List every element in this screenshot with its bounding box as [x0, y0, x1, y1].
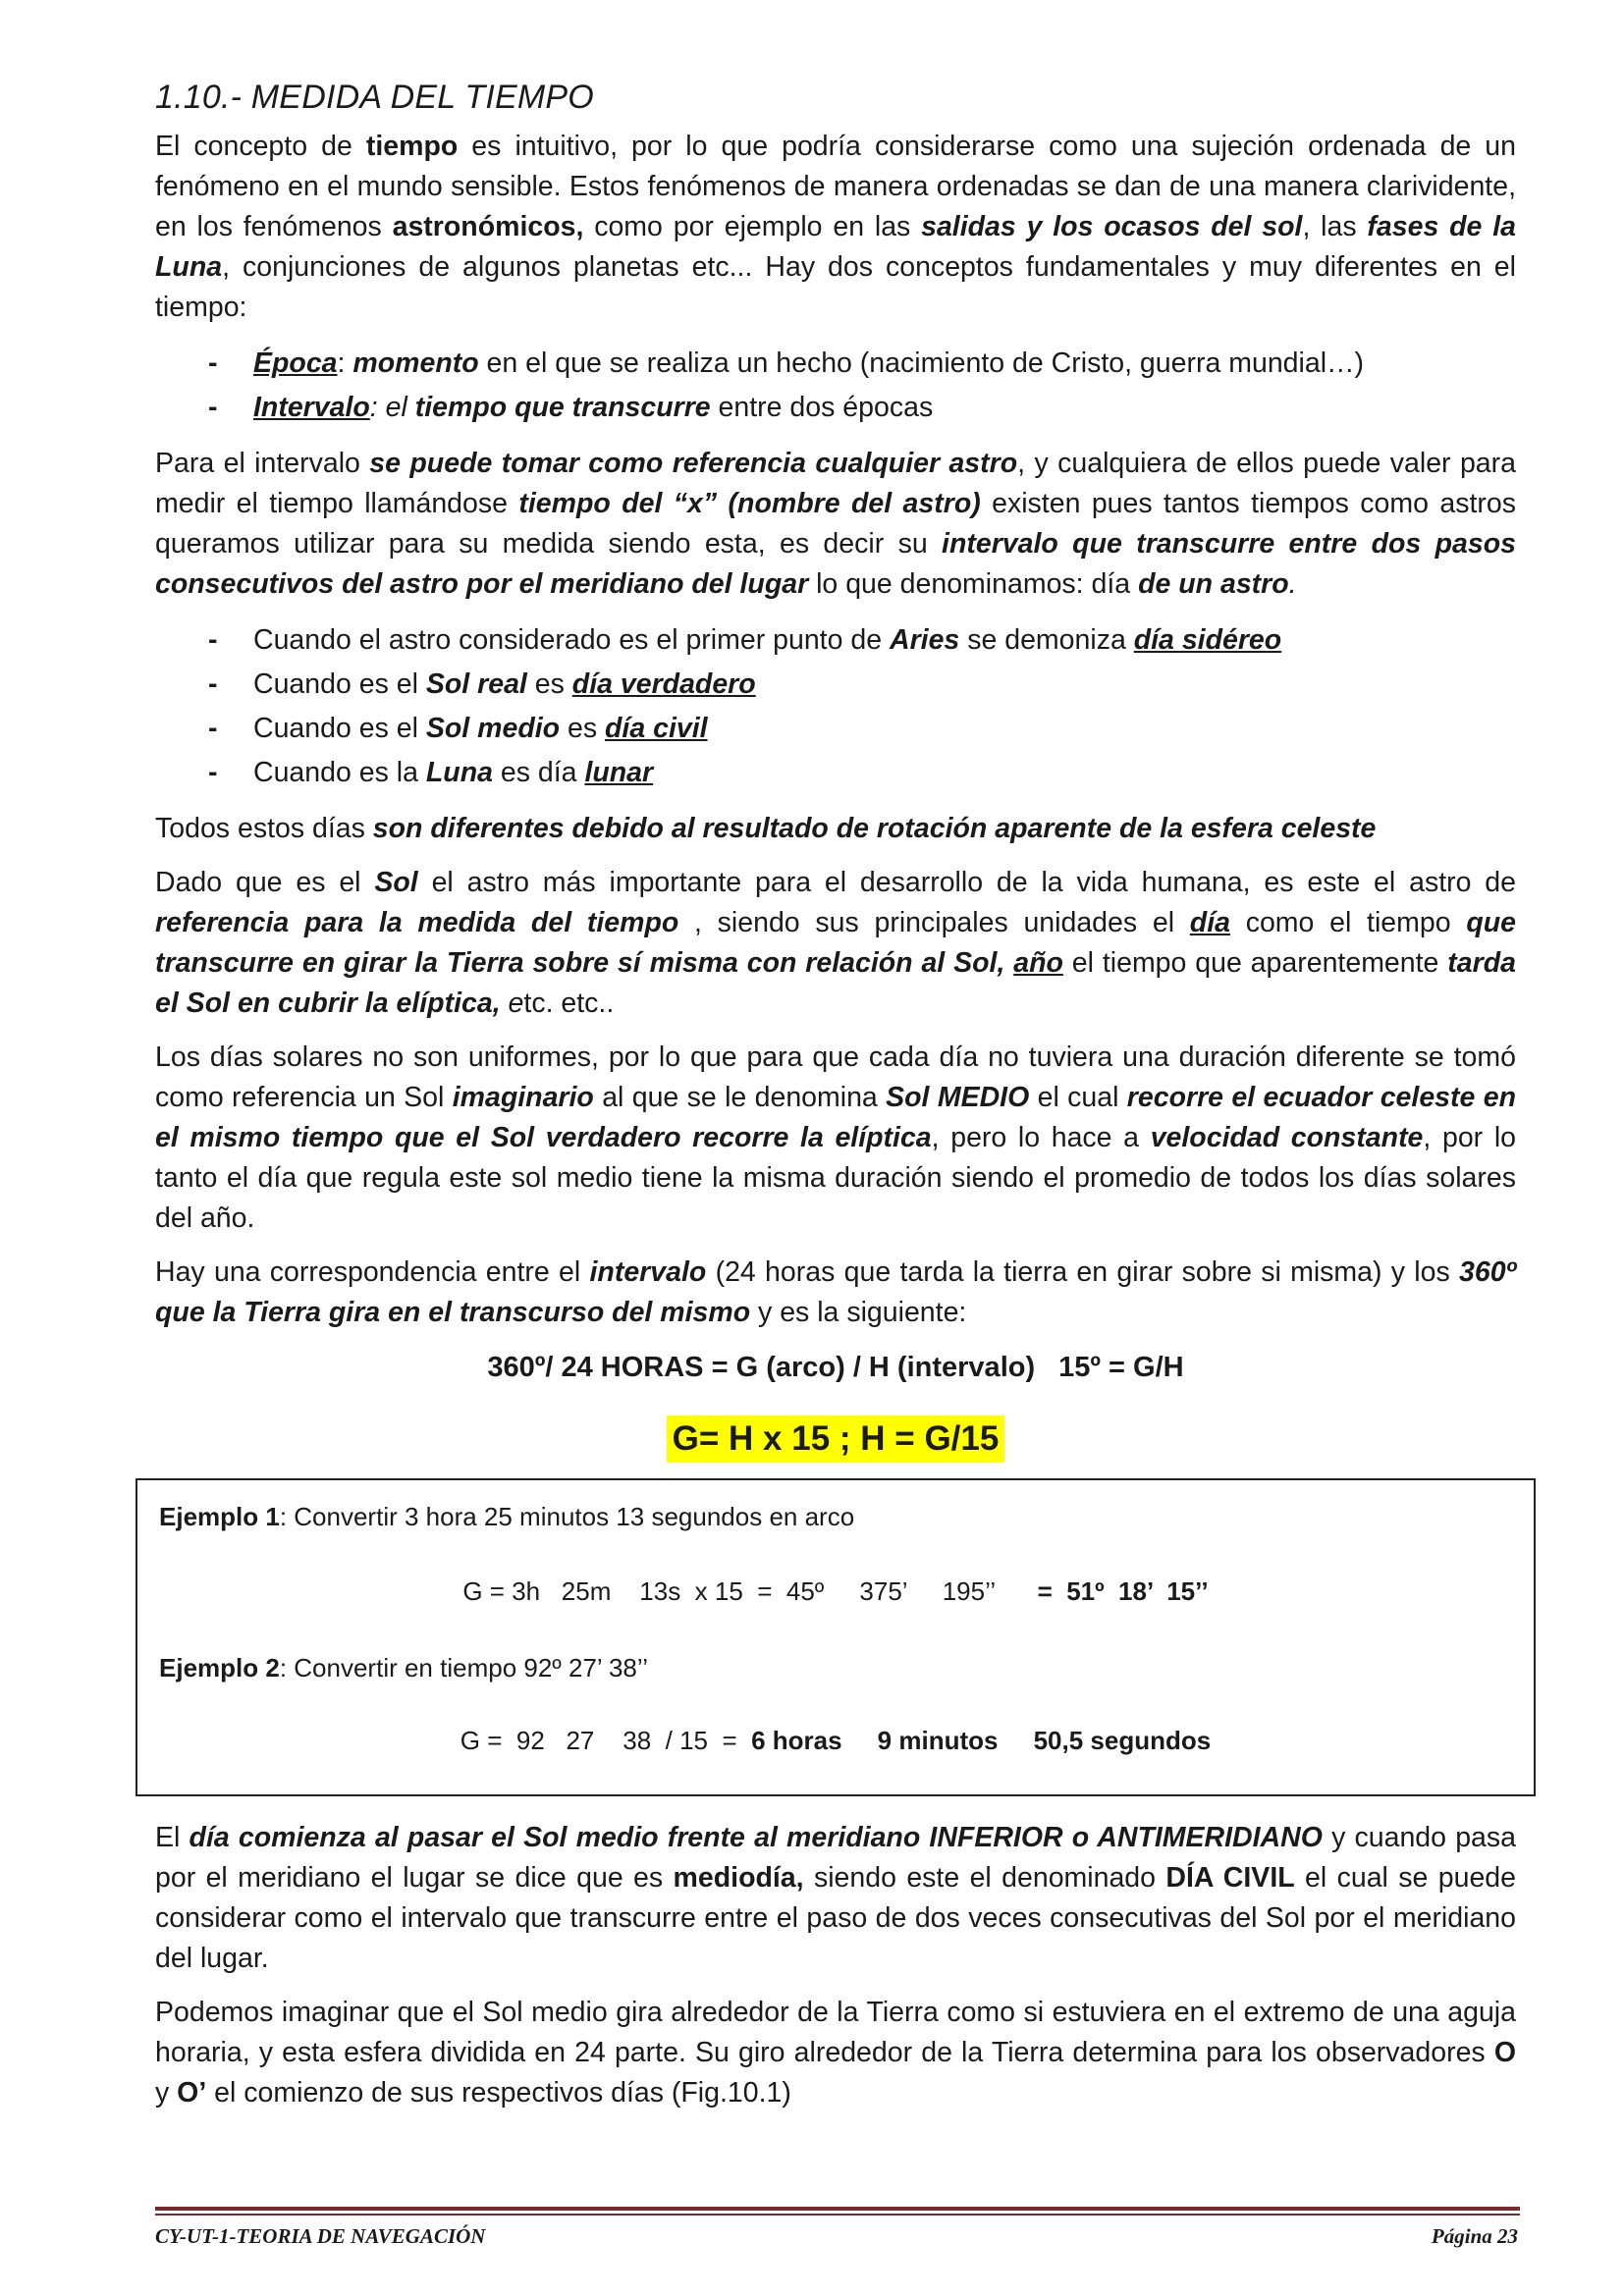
days-list — [155, 618, 1516, 795]
list-item: - Cuando es la Luna es día lunar — [155, 751, 1516, 795]
example-1-calculation: G = 3h 25m 13s x 15 = 45º 375’ 195’’ = 51º 18’ 15’’ — [462, 1576, 1209, 1606]
footer-divider-thin — [155, 2214, 1520, 2216]
formula-relation: 360º/ 24 HORAS = G (arco) / H (intervalo) 15º = G/H — [487, 1352, 1184, 1383]
paragraph-clock-analogy: Podemos imaginar que el Sol medio gira alrededor de la Tierra como si estuviera en el extremo de una aguja horaria, y esta esfera dividida en 24 parte. Su giro alrededor de la Tierra determina para los observadores O y O’ el comienzo de sus respectivos días (Fig.10.1) — [155, 1997, 1516, 2109]
list-item: - Cuando es el Sol medio es día civil — [155, 707, 1516, 751]
footer-document-title: CY-UT-1-TEORIA DE NAVEGACIÓN — [155, 2224, 486, 2248]
section-heading: 1.10.- MEDIDA DEL TIEMPO — [155, 79, 594, 116]
example-2-calculation: G = 92 27 38 / 15 = 6 horas 9 minutos 50,5 segundos — [460, 1726, 1212, 1755]
footer-page-number: Página 23 — [1431, 2224, 1518, 2248]
footer-divider — [155, 2207, 1520, 2211]
paragraph-days-differ: Todos estos días son diferentes debido al resultado de rotación aparente de la esfera celeste — [155, 813, 1377, 844]
examples-box — [135, 1478, 1536, 1796]
list-item: - Intervalo: el tiempo que transcurre entre dos épocas — [155, 386, 1516, 430]
paragraph-correspondence: Hay una correspondencia entre el intervalo (24 horas que tarda la tierra en girar sobre si misma) y los 360º que la Tierra gira en el transcurso del mismo y es la siguiente: — [155, 1256, 1516, 1328]
concepts-list — [155, 342, 1516, 430]
highlighted-formula: G= H x 15 ; H = G/15 — [667, 1415, 1005, 1463]
paragraph-intro: El concepto de tiempo es intuitivo, por lo que podría considerarse como una sujeción ordenada de un fenómeno en el mundo sensible. Estos fenómenos de manera ordenadas se dan de una manera clarividente, en los fenómenos astronómicos, como por ejemplo en las salidas y los ocasos del sol, las fases de la Luna, conjunciones de algunos planetas etc... Hay dos conceptos fundamentales y muy diferentes en el tiempo: — [155, 131, 1517, 323]
list-item: - Cuando el astro considerado es el primer punto de Aries se demoniza día sidéreo — [155, 618, 1516, 663]
list-item: - Época: momento en el que se realiza un hecho (nacimiento de Cristo, guerra mundial…) — [155, 342, 1516, 386]
paragraph-sun-reference: Dado que es el Sol el astro más importante para el desarrollo de la vida humana, es este el astro de referencia para la medida del tiempo , siendo sus principales unidades el día como el tiempo que transcurre en girar la Tierra sobre sí misma con relación al Sol, año el tiempo que aparentemente tarda el Sol en cubrir la elíptica, etc. etc.. — [155, 867, 1517, 1019]
document-page — [155, 79, 1516, 2127]
paragraph-interval: Para el intervalo se puede tomar como referencia cualquier astro, y cualquiera de ellos puede valer para medir el tiempo llamándose tiempo del “x” (nombre del astro) existen pues tantos tiempos como astros queramos utilizar para su medida siendo esta, es decir su intervalo que transcurre entre dos pasos consecutivos del astro por el meridiano del lugar lo que denominamos: día de un astro. — [155, 448, 1516, 600]
example-1-statement: Ejemplo 1: Convertir 3 hora 25 minutos 13 segundos en arco — [159, 1502, 855, 1531]
list-item: - Cuando es el Sol real es día verdadero — [155, 663, 1516, 707]
paragraph-civil-day: El día comienza al pasar el Sol medio frente al meridiano INFERIOR o ANTIMERIDIANO y cuando pasa por el meridiano el lugar se dice que es mediodía, siendo este el denominado DÍA CIVIL el cual se puede considerar como el intervalo que transcurre entre el paso de dos veces consecutivas del Sol por el meridiano del lugar. — [155, 1822, 1516, 1974]
paragraph-mean-sun: Los días solares no son uniformes, por lo que para que cada día no tuviera una duración diferente se tomó como referencia un Sol imaginario al que se le denomina Sol MEDIO el cual recorre el ecuador celeste en el mismo tiempo que el Sol verdadero recorre la elíptica, pero lo hace a velocidad constante, por lo tanto el día que regula este sol medio tiene la misma duración siendo el promedio de todos los días solares del año. — [155, 1041, 1517, 1234]
example-2-statement: Ejemplo 2: Convertir en tiempo 92º 27’ 38’’ — [159, 1653, 648, 1682]
